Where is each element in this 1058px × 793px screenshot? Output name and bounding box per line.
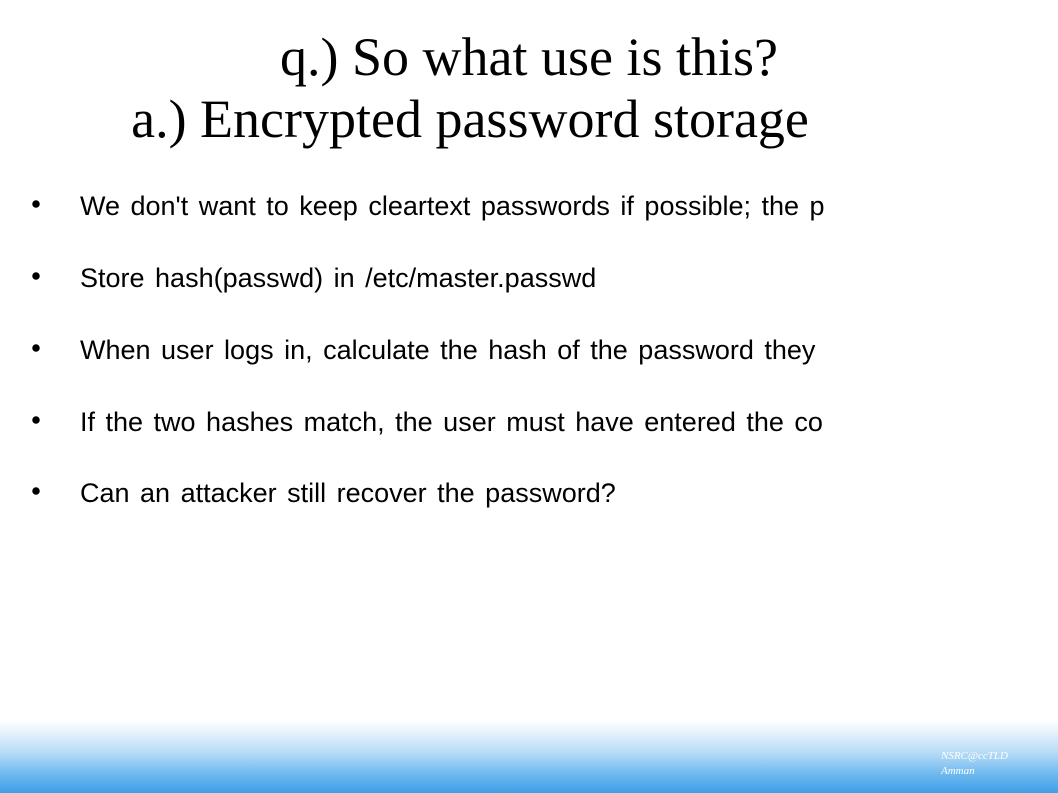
footer-organization: NSRC@ccTLD: [941, 750, 1008, 762]
footer-location: Amman: [941, 765, 975, 777]
slide-title-answer: a.) Encrypted password storage: [131, 89, 809, 149]
bullet-item: [0, 335, 1058, 379]
bullet-icon: [32, 200, 40, 208]
bullet-text: We don't want to keep cleartext passwords if possible; the p: [80, 191, 825, 221]
footer-gradient-band: [0, 720, 1058, 793]
bullet-icon: [32, 344, 40, 352]
bullet-text: Can an attacker still recover the password?: [80, 478, 616, 508]
bullet-item: [0, 263, 1058, 307]
bullet-icon: [32, 416, 40, 424]
bullet-text: If the two hashes match, the user must have entered the co: [80, 407, 823, 437]
bullet-icon: [32, 487, 40, 495]
bullet-item: [0, 407, 1058, 451]
slide-title-question: q.) So what use is this?: [280, 27, 778, 87]
bullet-item: [0, 191, 1058, 235]
bullet-icon: [32, 272, 40, 280]
footer-note: [941, 749, 1008, 779]
bullet-text: When user logs in, calculate the hash of the password they: [80, 335, 816, 365]
bullet-item: [0, 478, 1058, 522]
bullet-text: Store hash(passwd) in /etc/master.passwd: [80, 263, 597, 293]
